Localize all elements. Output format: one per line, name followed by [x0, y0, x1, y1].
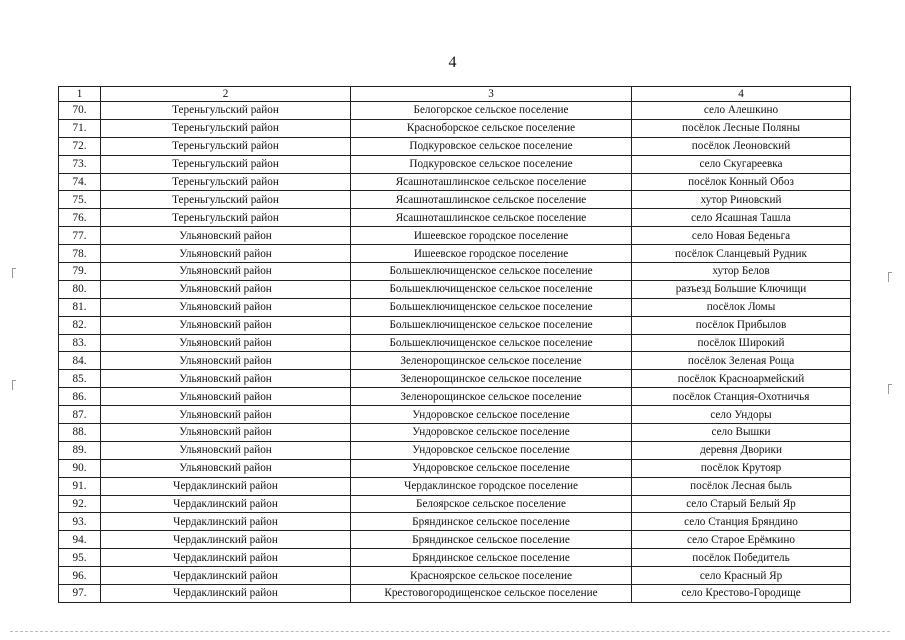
settlement-cell: село Крестово-Городище: [632, 585, 851, 603]
table-row: [59, 137, 851, 155]
table-row: [59, 459, 851, 477]
settlement-cell: деревня Дворики: [632, 441, 851, 459]
column-header-district: 2: [101, 87, 351, 102]
settlement-cell: село Алешкино: [632, 102, 851, 120]
settlement-cell: хутор Белов: [632, 263, 851, 281]
settlement-cell: посёлок Победитель: [632, 549, 851, 567]
municipality-cell: Большеключищенское сельское поселение: [351, 263, 632, 281]
table-row: [59, 406, 851, 424]
settlement-cell: посёлок Красноармейский: [632, 370, 851, 388]
district-cell: Ульяновский район: [101, 388, 351, 406]
scan-artifact: [888, 384, 892, 394]
settlement-cell: село Вышки: [632, 424, 851, 442]
municipality-cell: Ишеевское городское поселение: [351, 245, 632, 263]
settlement-cell: село Ясашная Ташла: [632, 209, 851, 227]
district-cell: Чердаклинский район: [101, 549, 351, 567]
district-cell: Тереньгульский район: [101, 209, 351, 227]
settlement-cell: посёлок Лесные Поляны: [632, 119, 851, 137]
table-body: [59, 102, 851, 603]
row-number: 93.: [59, 513, 101, 531]
district-cell: Ульяновский район: [101, 424, 351, 442]
row-number: 90.: [59, 459, 101, 477]
district-cell: Тереньгульский район: [101, 173, 351, 191]
table-row: [59, 298, 851, 316]
municipality-cell: Ундоровское сельское поселение: [351, 424, 632, 442]
municipality-cell: Подкуровское сельское поселение: [351, 137, 632, 155]
table-row: [59, 352, 851, 370]
table-row: [59, 585, 851, 603]
column-header-number: 1: [59, 87, 101, 102]
column-header-municipality: 3: [351, 87, 632, 102]
municipality-cell: Большеключищенское сельское поселение: [351, 298, 632, 316]
district-cell: Ульяновский район: [101, 316, 351, 334]
settlements-table: [58, 86, 851, 603]
row-number: 95.: [59, 549, 101, 567]
municipality-cell: Зеленорощинское сельское поселение: [351, 370, 632, 388]
municipality-cell: Чердаклинское городское поселение: [351, 477, 632, 495]
row-number: 96.: [59, 567, 101, 585]
row-number: 94.: [59, 531, 101, 549]
column-header-settlement: 4: [632, 87, 851, 102]
district-cell: Ульяновский район: [101, 459, 351, 477]
settlement-cell: посёлок Сланцевый Рудник: [632, 245, 851, 263]
municipality-cell: Ишеевское городское поселение: [351, 227, 632, 245]
row-number: 88.: [59, 424, 101, 442]
district-cell: Чердаклинский район: [101, 495, 351, 513]
district-cell: Тереньгульский район: [101, 155, 351, 173]
table-row: [59, 441, 851, 459]
district-cell: Ульяновский район: [101, 406, 351, 424]
municipality-cell: Красноярское сельское поселение: [351, 567, 632, 585]
table-row: [59, 424, 851, 442]
settlement-cell: посёлок Леоновский: [632, 137, 851, 155]
table-row: [59, 280, 851, 298]
settlement-cell: село Станция Бряндино: [632, 513, 851, 531]
table-row: [59, 567, 851, 585]
municipality-cell: Большеключищенское сельское поселение: [351, 280, 632, 298]
municipality-cell: Ясашноташлинское сельское поселение: [351, 173, 632, 191]
table-row: [59, 549, 851, 567]
municipality-cell: Зеленорощинское сельское поселение: [351, 352, 632, 370]
municipality-cell: Бряндинское сельское поселение: [351, 549, 632, 567]
municipality-cell: Бряндинское сельское поселение: [351, 513, 632, 531]
municipality-cell: Ундоровское сельское поселение: [351, 459, 632, 477]
municipality-cell: Ундоровское сельское поселение: [351, 441, 632, 459]
page-number: 4: [448, 54, 457, 71]
district-cell: Тереньгульский район: [101, 191, 351, 209]
municipality-cell: Ясашноташлинское сельское поселение: [351, 191, 632, 209]
settlement-cell: посёлок Широкий: [632, 334, 851, 352]
row-number: 84.: [59, 352, 101, 370]
table-row: [59, 531, 851, 549]
municipality-cell: Белоярское сельское поселение: [351, 495, 632, 513]
row-number: 83.: [59, 334, 101, 352]
district-cell: Чердаклинский район: [101, 585, 351, 603]
district-cell: Ульяновский район: [101, 227, 351, 245]
row-number: 70.: [59, 102, 101, 120]
table-row: [59, 209, 851, 227]
table-header-row: [59, 87, 851, 102]
settlement-cell: посёлок Крутояр: [632, 459, 851, 477]
row-number: 82.: [59, 316, 101, 334]
district-cell: Ульяновский район: [101, 441, 351, 459]
settlement-cell: село Старое Ерёмкино: [632, 531, 851, 549]
municipality-cell: Красноборское сельское поселение: [351, 119, 632, 137]
table-row: [59, 495, 851, 513]
municipality-cell: Бряндинское сельское поселение: [351, 531, 632, 549]
scan-artifact: [888, 272, 892, 282]
row-number: 71.: [59, 119, 101, 137]
settlement-cell: село Новая Беденьга: [632, 227, 851, 245]
row-number: 78.: [59, 245, 101, 263]
table-row: [59, 370, 851, 388]
scan-artifact-line: [10, 631, 890, 634]
settlement-cell: посёлок Станция-Охотничья: [632, 388, 851, 406]
district-cell: Тереньгульский район: [101, 102, 351, 120]
row-number: 97.: [59, 585, 101, 603]
row-number: 91.: [59, 477, 101, 495]
settlement-cell: хутор Риновский: [632, 191, 851, 209]
settlement-cell: село Старый Белый Яр: [632, 495, 851, 513]
district-cell: Тереньгульский район: [101, 137, 351, 155]
settlement-cell: посёлок Конный Обоз: [632, 173, 851, 191]
municipality-cell: Зеленорощинское сельское поселение: [351, 388, 632, 406]
table-row: [59, 173, 851, 191]
district-cell: Ульяновский район: [101, 298, 351, 316]
table-row: [59, 102, 851, 120]
settlement-cell: разъезд Большие Ключищи: [632, 280, 851, 298]
row-number: 72.: [59, 137, 101, 155]
settlement-cell: село Красный Яр: [632, 567, 851, 585]
district-cell: Ульяновский район: [101, 280, 351, 298]
municipality-cell: Ундоровское сельское поселение: [351, 406, 632, 424]
row-number: 73.: [59, 155, 101, 173]
table-row: [59, 227, 851, 245]
row-number: 81.: [59, 298, 101, 316]
table-row: [59, 263, 851, 281]
district-cell: Чердаклинский район: [101, 531, 351, 549]
district-cell: Чердаклинский район: [101, 477, 351, 495]
municipality-cell: Крестовогородищенское сельское поселение: [351, 585, 632, 603]
district-cell: Чердаклинский район: [101, 567, 351, 585]
table-row: [59, 334, 851, 352]
row-number: 89.: [59, 441, 101, 459]
row-number: 74.: [59, 173, 101, 191]
table-row: [59, 316, 851, 334]
row-number: 76.: [59, 209, 101, 227]
table-row: [59, 477, 851, 495]
table-row: [59, 191, 851, 209]
municipality-cell: Большеключищенское сельское поселение: [351, 334, 632, 352]
row-number: 85.: [59, 370, 101, 388]
settlement-cell: посёлок Ломы: [632, 298, 851, 316]
row-number: 87.: [59, 406, 101, 424]
municipality-cell: Белогорское сельское поселение: [351, 102, 632, 120]
district-cell: Тереньгульский район: [101, 119, 351, 137]
settlement-cell: посёлок Зеленая Роща: [632, 352, 851, 370]
municipality-cell: Подкуровское сельское поселение: [351, 155, 632, 173]
table-row: [59, 119, 851, 137]
table-row: [59, 245, 851, 263]
table-row: [59, 513, 851, 531]
district-cell: Ульяновский район: [101, 334, 351, 352]
scan-artifact: [12, 380, 16, 390]
municipality-cell: Ясашноташлинское сельское поселение: [351, 209, 632, 227]
row-number: 92.: [59, 495, 101, 513]
settlement-cell: посёлок Лесная быль: [632, 477, 851, 495]
row-number: 79.: [59, 263, 101, 281]
district-cell: Чердаклинский район: [101, 513, 351, 531]
row-number: 80.: [59, 280, 101, 298]
district-cell: Ульяновский район: [101, 370, 351, 388]
settlement-cell: село Скугареевка: [632, 155, 851, 173]
settlement-cell: село Ундоры: [632, 406, 851, 424]
scan-artifact: [12, 268, 16, 278]
row-number: 77.: [59, 227, 101, 245]
municipality-cell: Большеключищенское сельское поселение: [351, 316, 632, 334]
table-row: [59, 388, 851, 406]
row-number: 75.: [59, 191, 101, 209]
district-cell: Ульяновский район: [101, 263, 351, 281]
row-number: 86.: [59, 388, 101, 406]
district-cell: Ульяновский район: [101, 352, 351, 370]
district-cell: Ульяновский район: [101, 245, 351, 263]
settlement-cell: посёлок Прибылов: [632, 316, 851, 334]
table-row: [59, 155, 851, 173]
